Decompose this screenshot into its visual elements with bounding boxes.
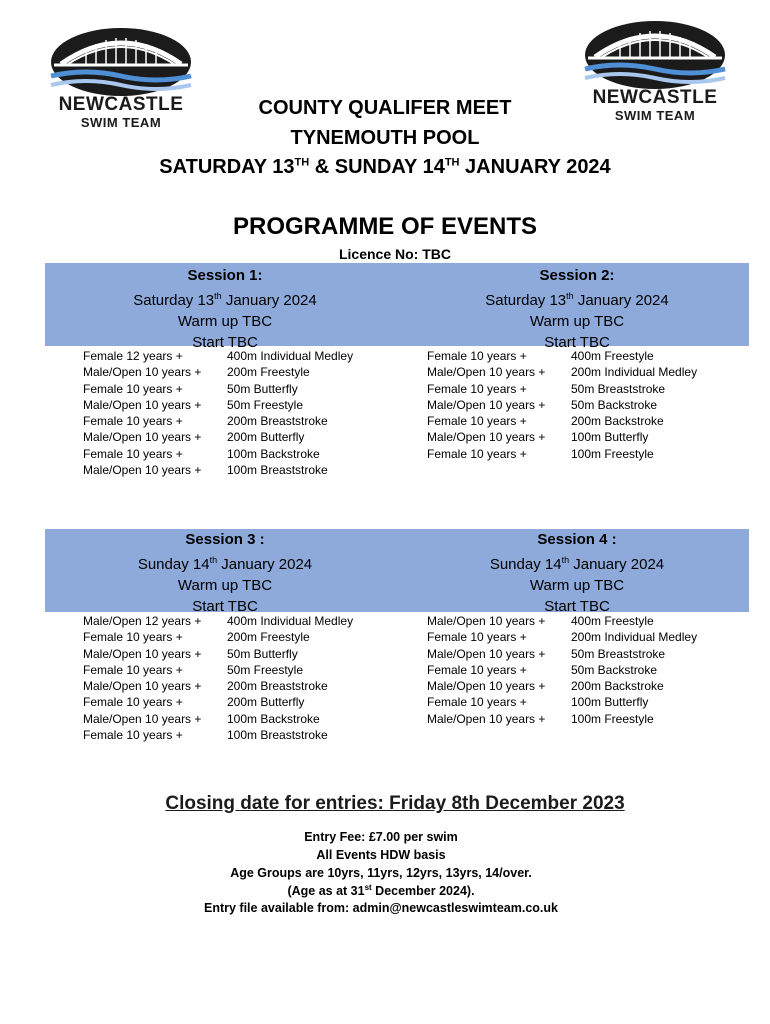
event-age-group: Male/Open 12 years + xyxy=(83,614,202,628)
session-date-a: Saturday 13 xyxy=(133,292,215,309)
closing-date xyxy=(0,793,770,815)
session-date xyxy=(397,286,757,311)
event-name: 400m Individual Medley xyxy=(227,349,354,363)
event-name: 50m Breaststroke xyxy=(571,381,666,396)
logo-wordmark-line1: NEWCASTLE xyxy=(58,94,184,115)
event-name: 200m Butterfly xyxy=(227,695,305,710)
event-age-group: Male/Open 10 years + xyxy=(83,463,202,478)
event-name: 200m Breaststroke xyxy=(227,414,328,429)
event-row xyxy=(83,413,353,429)
dates-part-c: JANUARY 2024 xyxy=(459,156,611,178)
session-start: Start TBC xyxy=(192,598,258,615)
event-row xyxy=(83,662,353,678)
event-age-group: Female 10 years + xyxy=(427,381,527,396)
session-4-header xyxy=(397,529,757,617)
event-row xyxy=(427,629,697,645)
event-age-group: Female 10 years + xyxy=(427,446,527,461)
event-age-group: Male/Open 10 years + xyxy=(83,365,202,380)
event-age-group: Male/Open 10 years + xyxy=(427,711,546,726)
session-warmup: Warm up TBC xyxy=(177,313,273,330)
event-row xyxy=(427,711,697,727)
event-age-group: Female 10 years + xyxy=(427,630,527,645)
event-name: 100m Backstroke xyxy=(227,446,320,461)
event-age-group: Male/Open 10 years + xyxy=(427,679,546,694)
venue-title: TYNEMOUTH POOL xyxy=(290,127,480,149)
event-name: 200m Individual Medley xyxy=(571,365,698,380)
event-row xyxy=(427,429,697,445)
programme-heading: PROGRAMME OF EVENTS xyxy=(232,213,538,240)
event-age-group: Female 10 years + xyxy=(83,662,183,677)
session-warmup: Warm up TBC xyxy=(529,577,625,594)
event-age-group: Male/Open 10 years + xyxy=(427,430,546,445)
event-name: 200m Backstroke xyxy=(571,679,664,694)
session-date-b: January 2024 xyxy=(217,556,313,573)
event-row xyxy=(83,364,353,380)
event-age-group: Female 10 years + xyxy=(427,414,527,429)
licence-number: Licence No: TBC xyxy=(338,246,451,262)
session-date-a: Sunday 14 xyxy=(137,556,210,573)
event-age-group: Female 10 years + xyxy=(427,349,527,363)
bridge-emblem-icon xyxy=(46,24,196,96)
session-2-events xyxy=(427,348,697,462)
event-row xyxy=(83,397,353,413)
event-row xyxy=(83,646,353,662)
event-name: 50m Butterfly xyxy=(227,646,298,661)
event-row xyxy=(83,694,353,710)
event-name: 100m Freestyle xyxy=(571,711,654,726)
session-3-events xyxy=(83,613,353,743)
event-row xyxy=(427,397,697,413)
entry-fee: Entry Fee: £7.00 per swim xyxy=(304,830,458,844)
session-date-b: January 2024 xyxy=(573,292,669,309)
session-4-events xyxy=(427,613,697,727)
event-row xyxy=(83,381,353,397)
event-name: 100m Breaststroke xyxy=(227,463,328,478)
event-age-group: Male/Open 10 years + xyxy=(427,614,546,628)
event-name: 100m Butterfly xyxy=(571,695,649,710)
session-date-suffix: th xyxy=(561,555,570,565)
session-2-header xyxy=(397,265,757,353)
age-as-at-b: December 2024). xyxy=(371,884,475,899)
event-age-group: Female 10 years + xyxy=(83,446,183,461)
session-date xyxy=(397,550,757,575)
event-name: 200m Individual Medley xyxy=(571,630,698,645)
event-name: 400m Freestyle xyxy=(571,349,654,363)
logo-wordmark-line2: SWIM TEAM xyxy=(80,115,162,130)
age-as-at xyxy=(0,883,762,898)
event-name: 200m Freestyle xyxy=(227,365,310,380)
event-row xyxy=(427,413,697,429)
event-name: 50m Breaststroke xyxy=(571,646,666,661)
event-name: 50m Freestyle xyxy=(227,397,304,412)
event-age-group: Female 10 years + xyxy=(427,695,527,710)
session-warmup: Warm up TBC xyxy=(529,313,625,330)
event-age-group: Male/Open 10 years + xyxy=(83,397,202,412)
event-age-group: Male/Open 10 years + xyxy=(427,365,546,380)
age-as-at-suffix: st xyxy=(364,883,372,892)
event-name: 200m Freestyle xyxy=(227,630,310,645)
session-start: Start TBC xyxy=(544,598,610,615)
session-date-a: Sunday 14 xyxy=(489,556,562,573)
session-date xyxy=(45,286,405,311)
session-date-suffix: th xyxy=(214,291,222,301)
session-date xyxy=(45,550,405,575)
session-1-header xyxy=(45,265,405,353)
event-row xyxy=(427,662,697,678)
event-age-group: Male/Open 10 years + xyxy=(83,679,202,694)
event-name: 50m Butterfly xyxy=(227,381,298,396)
event-age-group: Female 10 years + xyxy=(83,695,183,710)
event-name: 100m Breaststroke xyxy=(227,728,328,743)
event-name: 100m Freestyle xyxy=(571,446,654,461)
event-name: 100m Backstroke xyxy=(227,711,320,726)
event-age-group: Male/Open 10 years + xyxy=(83,430,202,445)
event-age-group: Female 10 years + xyxy=(83,381,183,396)
event-row xyxy=(83,678,353,694)
session-start: Start TBC xyxy=(544,334,610,351)
event-row xyxy=(83,613,353,629)
meet-dates xyxy=(0,156,770,179)
bridge-emblem-icon xyxy=(580,17,730,89)
age-groups: Age Groups are 10yrs, 11yrs, 12yrs, 13yrs, 14/over. xyxy=(230,866,532,880)
logo-wordmark-line1: NEWCASTLE xyxy=(592,87,718,108)
event-row xyxy=(83,348,353,364)
event-row xyxy=(427,446,697,462)
session-warmup: Warm up TBC xyxy=(177,577,273,594)
events-basis: All Events HDW basis xyxy=(316,848,446,862)
event-row xyxy=(83,711,353,727)
event-row xyxy=(83,629,353,645)
age-as-at-a: (Age as at 31 xyxy=(287,884,365,899)
event-row xyxy=(83,462,353,478)
dates-part-b: & SUNDAY 14 xyxy=(309,156,445,178)
closing-date-text: Closing date for entries: Friday 8th December 2023 xyxy=(165,793,625,814)
event-name: 50m Freestyle xyxy=(227,662,304,677)
event-name: 200m Butterfly xyxy=(227,430,305,445)
event-age-group: Male/Open 10 years + xyxy=(83,711,202,726)
event-name: 100m Butterfly xyxy=(571,430,649,445)
dates-suffix-1: TH xyxy=(294,156,310,169)
session-3-header xyxy=(45,529,405,617)
session-date-a: Saturday 13 xyxy=(485,292,567,309)
event-age-group: Male/Open 10 years + xyxy=(83,646,202,661)
session-date-b: January 2024 xyxy=(221,292,317,309)
dates-part-a: SATURDAY 13 xyxy=(159,156,295,178)
event-row xyxy=(427,348,697,364)
session-1-events xyxy=(83,348,353,478)
event-name: 400m Individual Medley xyxy=(227,614,354,628)
event-name: 50m Backstroke xyxy=(571,662,658,677)
event-row xyxy=(83,727,353,743)
event-row xyxy=(427,364,697,380)
entry-file-contact: Entry file available from: admin@newcastleswimteam.co.uk xyxy=(204,901,558,915)
event-row xyxy=(427,678,697,694)
dates-suffix-2: TH xyxy=(444,156,460,169)
event-age-group: Male/Open 10 years + xyxy=(427,646,546,661)
event-age-group: Female 10 years + xyxy=(83,728,183,743)
event-age-group: Female 12 years + xyxy=(83,349,183,363)
session-title: Session 2: xyxy=(539,267,615,284)
event-row xyxy=(427,694,697,710)
session-title: Session 3 : xyxy=(185,531,265,548)
session-title: Session 4 : xyxy=(537,531,617,548)
newcastle-swim-team-logo-right xyxy=(580,17,730,123)
event-row xyxy=(427,646,697,662)
session-title: Session 1: xyxy=(187,267,263,284)
event-name: 200m Breaststroke xyxy=(227,679,328,694)
event-name: 400m Freestyle xyxy=(571,614,654,628)
event-age-group: Female 10 years + xyxy=(83,414,183,429)
event-row xyxy=(83,446,353,462)
meet-title: COUNTY QUALIFER MEET xyxy=(258,97,512,119)
event-name: 50m Backstroke xyxy=(571,397,658,412)
event-row xyxy=(427,381,697,397)
session-start: Start TBC xyxy=(192,334,258,351)
event-row xyxy=(427,613,697,629)
session-date-suffix: th xyxy=(209,555,218,565)
event-row xyxy=(83,429,353,445)
event-age-group: Male/Open 10 years + xyxy=(427,397,546,412)
event-age-group: Female 10 years + xyxy=(427,662,527,677)
event-name: 200m Backstroke xyxy=(571,414,664,429)
event-age-group: Female 10 years + xyxy=(83,630,183,645)
logo-wordmark-line2: SWIM TEAM xyxy=(614,108,696,123)
session-date-suffix: th xyxy=(566,291,574,301)
session-date-b: January 2024 xyxy=(569,556,665,573)
